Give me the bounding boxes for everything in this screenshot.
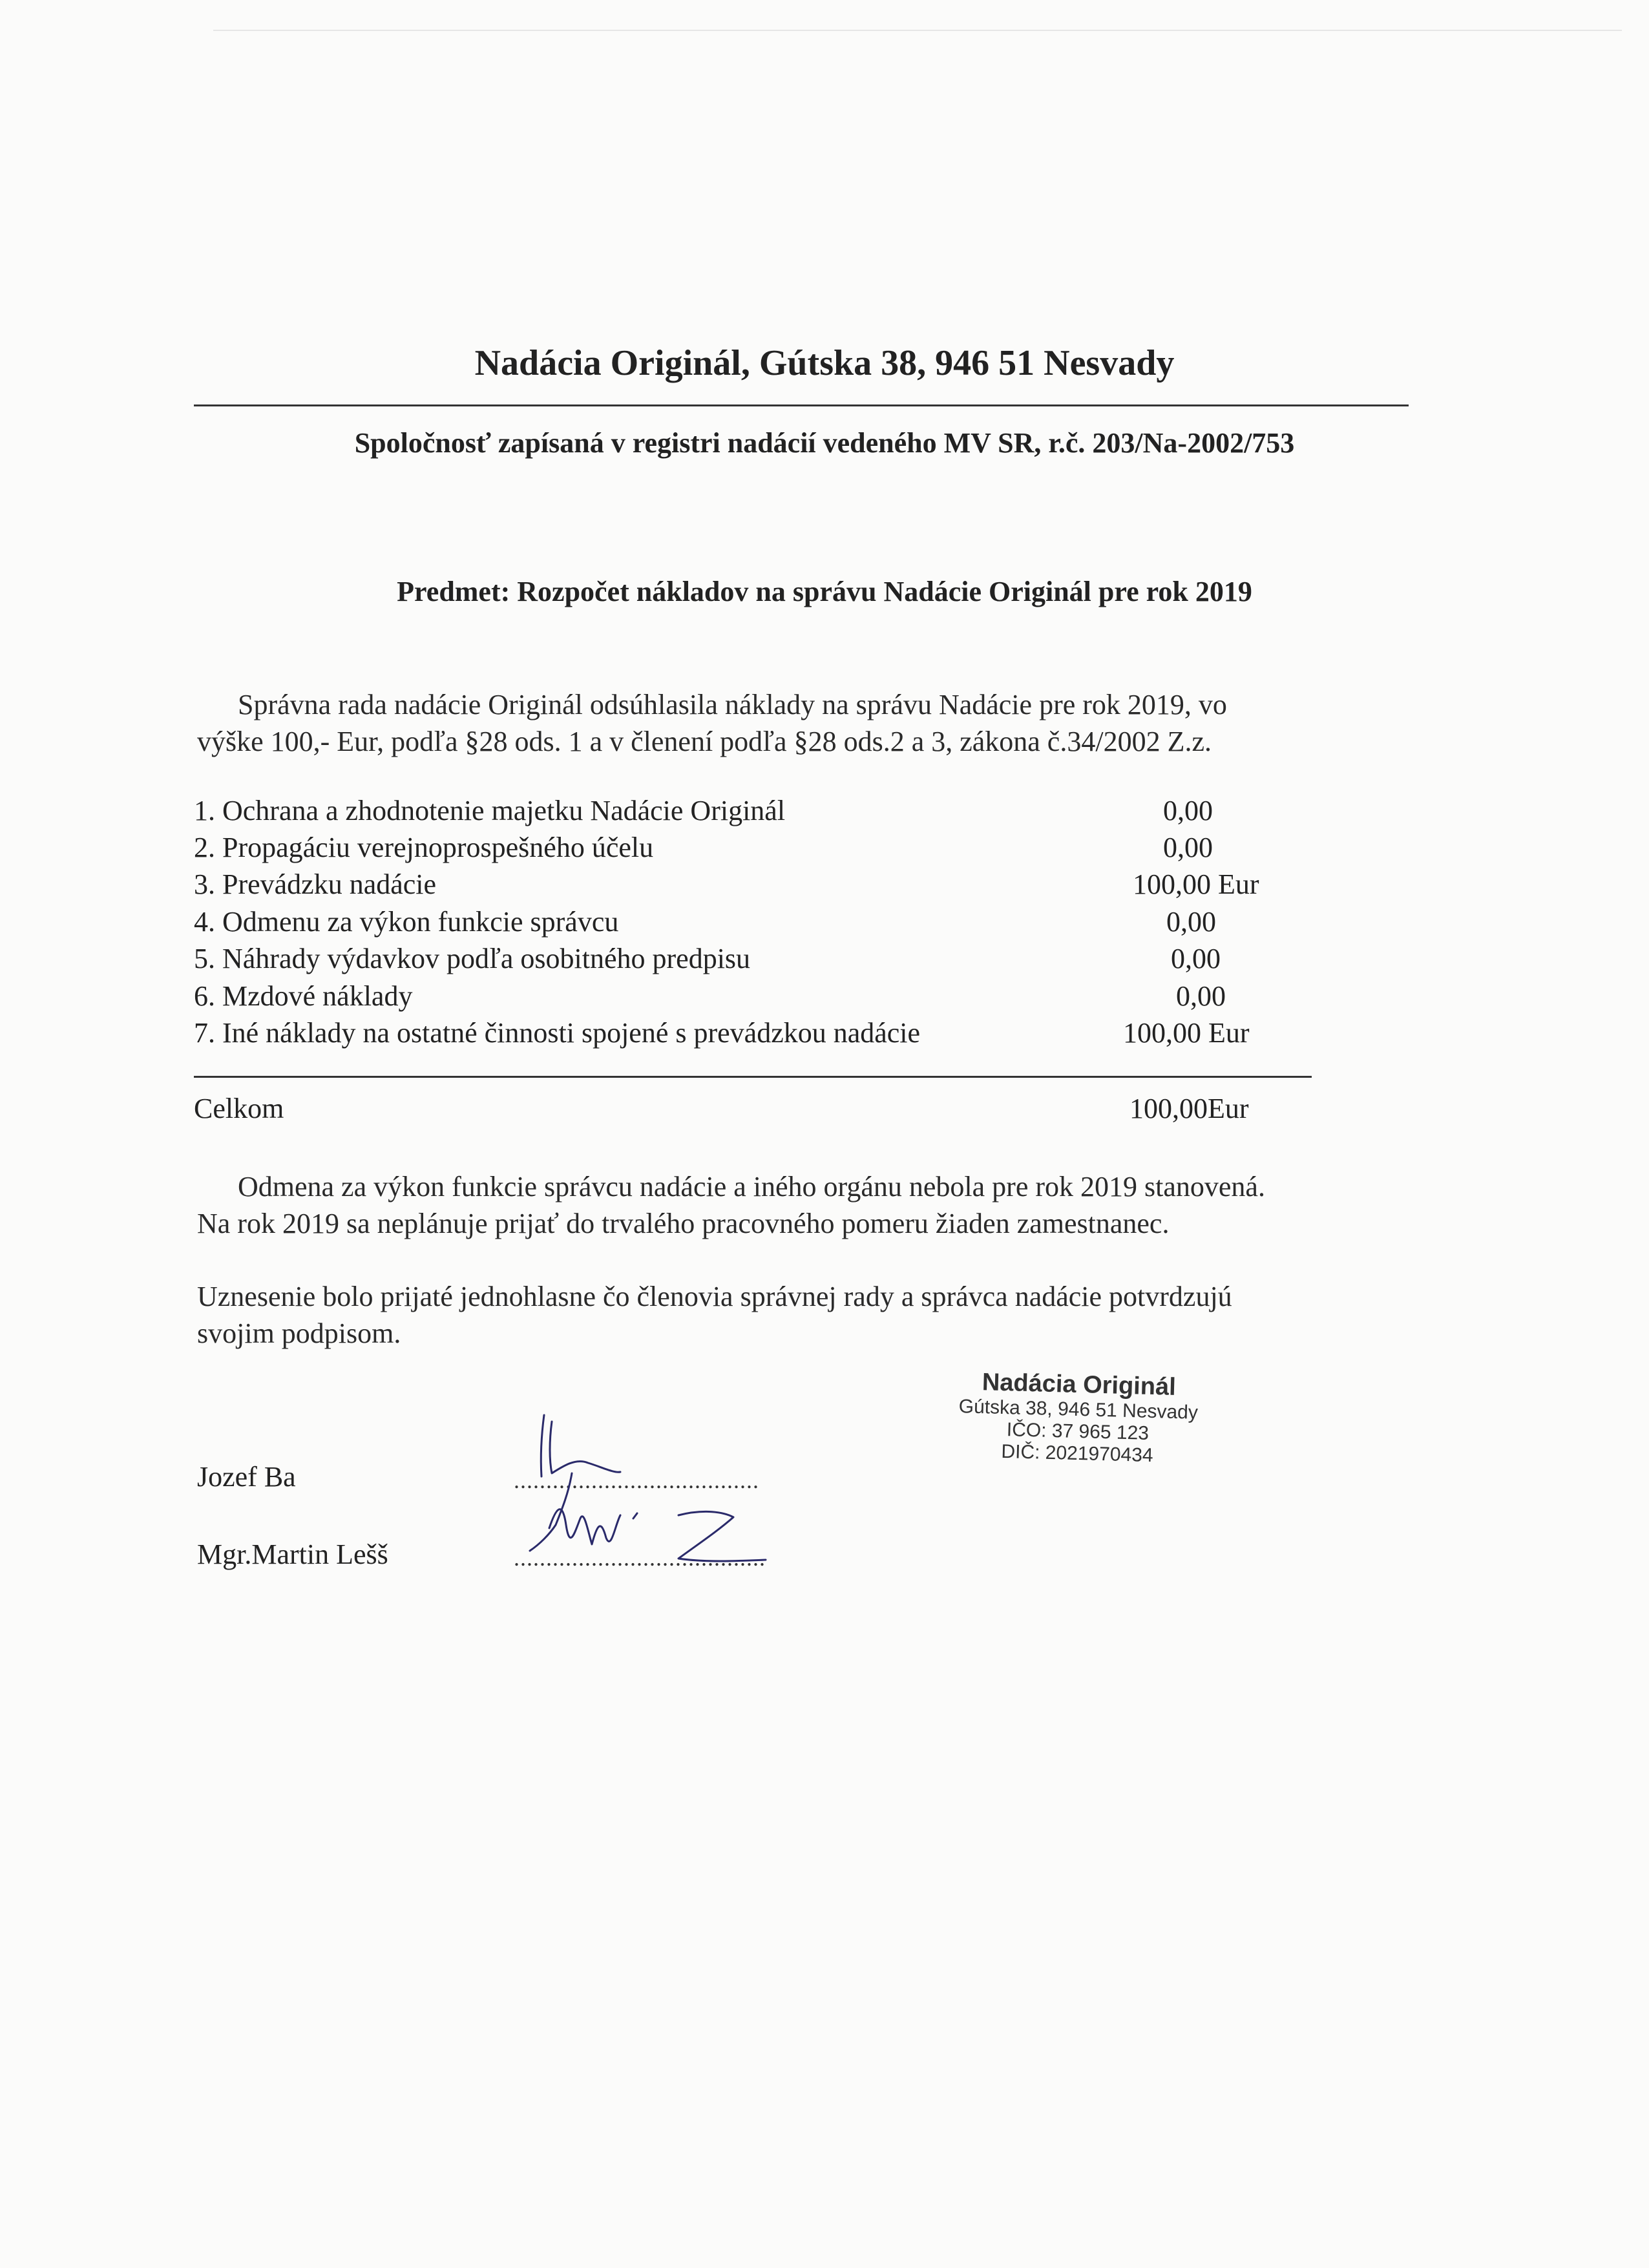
resolution-line-1: Uznesenie bolo prijaté jednohlasne čo členovia správnej rady a správca nadácie potvrdzujú: [197, 1281, 1232, 1312]
budget-item-value: 0,00: [1176, 980, 1226, 1012]
scan-edge: [213, 30, 1622, 31]
signatory-name: Jozef Ba: [197, 1461, 296, 1493]
closing-paragraph: [197, 1168, 1265, 1242]
signature-stroke: [530, 1473, 572, 1551]
intro-paragraph: [197, 686, 1227, 760]
budget-row: [0, 868, 1649, 905]
stamp-dic: DIČ: 2021970434: [1001, 1440, 1154, 1467]
resolution-paragraph: [197, 1278, 1232, 1352]
closing-line-1: Odmena za výkon funkcie správcu nadácie a iného orgánu nebola pre rok 2019 stanovená.: [238, 1171, 1265, 1202]
organization-stamp: [934, 1367, 1222, 1491]
total-label: Celkom: [194, 1093, 284, 1124]
signatory-name: Mgr.Martin Lešš: [197, 1538, 388, 1570]
registry-line: Spoločnosť zapísaná v registri nadácií vedeného MV SR, r.č. 203/Na-2002/753: [354, 427, 1295, 459]
budget-row: [0, 831, 1649, 868]
signature-line: ......................................: [514, 1467, 759, 1493]
stamp-ico: IČO: 37 965 123: [1006, 1419, 1150, 1444]
budget-item-label: 2. Propagáciu verejnoprospešného účelu: [194, 832, 654, 863]
signature-line: .......................................: [514, 1545, 766, 1571]
budget-item-value: 0,00: [1166, 906, 1216, 938]
stamp-address: Gútska 38, 946 51 Nesvady: [958, 1396, 1199, 1423]
total-value: 100,00Eur: [1129, 1093, 1249, 1124]
budget-item-value: 100,00 Eur: [1123, 1017, 1250, 1049]
organization-header: Nadácia Originál, Gútska 38, 946 51 Nesvady: [474, 343, 1175, 383]
handwritten-signatures: [510, 1396, 808, 1577]
resolution-line-2: svojim podpisom.: [197, 1318, 401, 1349]
signature-stroke: [678, 1511, 766, 1561]
stamp-name: Nadácia Originál: [982, 1369, 1177, 1401]
budget-item-value: 100,00 Eur: [1133, 868, 1259, 900]
budget-total-row: [0, 1092, 1649, 1129]
header-divider: [194, 404, 1409, 406]
signature-stroke: [541, 1415, 544, 1476]
budget-item-value: 0,00: [1163, 795, 1213, 826]
budget-item-label: 7. Iné náklady na ostatné činnosti spojené s prevádzkou nadácie: [194, 1017, 921, 1049]
budget-item-label: 4. Odmenu za výkon funkcie správcu: [194, 906, 619, 938]
budget-row: [0, 980, 1649, 1017]
budget-item-label: 6. Mzdové náklady: [194, 980, 413, 1012]
intro-line-1: Správna rada nadácie Originál odsúhlasila náklady na správu Nadácie pre rok 2019, vo: [238, 689, 1227, 720]
budget-item-value: 0,00: [1163, 832, 1213, 863]
budget-row: [0, 905, 1649, 943]
intro-line-2: výške 100,- Eur, podľa §28 ods. 1 a v členení podľa §28 ods.2 a 3, zákona č.34/2002 Z.z.: [197, 726, 1212, 757]
signature-stroke: [633, 1513, 637, 1518]
budget-item-label: 1. Ochrana a zhodnotenie majetku Nadácie Originál: [194, 795, 786, 826]
budget-item-label: 3. Prevádzku nadácie: [194, 868, 437, 900]
budget-row: [0, 942, 1649, 980]
budget-item-label: 5. Náhrady výdavkov podľa osobitného predpisu: [194, 943, 751, 974]
budget-item-value: 0,00: [1171, 943, 1221, 974]
total-divider: [194, 1076, 1312, 1078]
budget-row: [0, 1016, 1649, 1054]
closing-line-2: Na rok 2019 sa neplánuje prijať do trvalého pracovného pomeru žiaden zamestnanec.: [197, 1208, 1170, 1239]
budget-row: [0, 794, 1649, 832]
document-subject: Predmet: Rozpočet nákladov na správu Nadácie Originál pre rok 2019: [397, 576, 1252, 607]
signature-stroke: [550, 1422, 620, 1473]
